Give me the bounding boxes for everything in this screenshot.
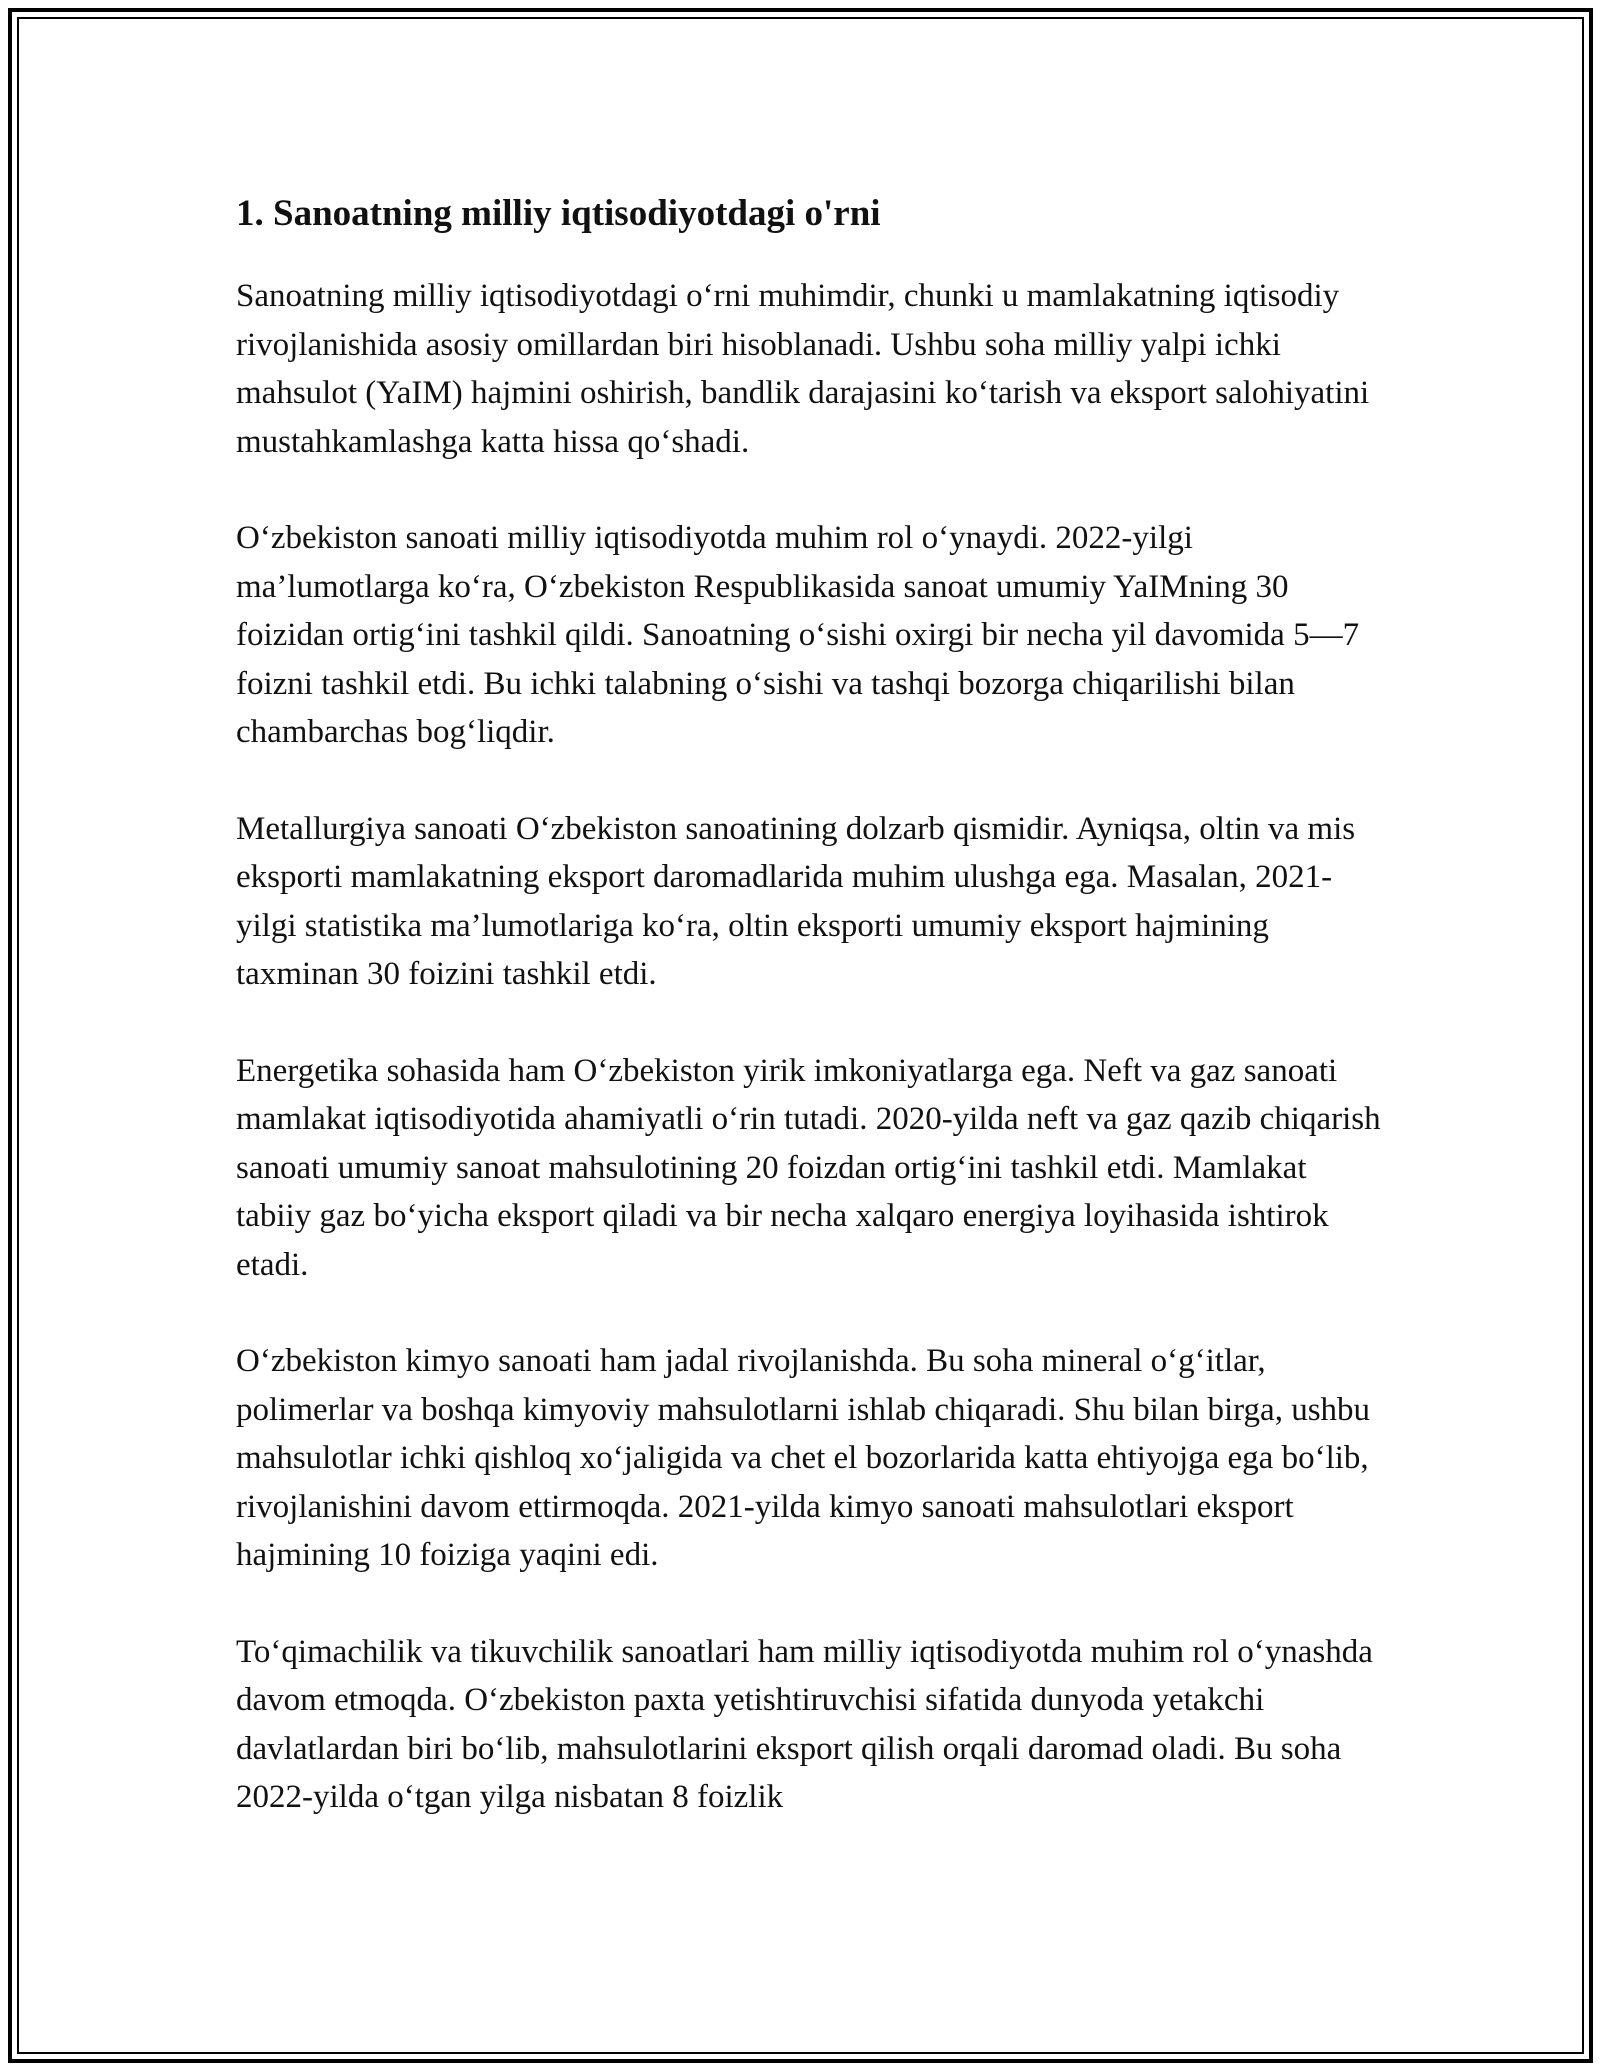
paragraph-textile: To‘qimachilik va tikuvchilik sanoatlari ham milliy iqtisodiyotda muhim rol o‘ynashda davom etmoqda. O‘zbekiston paxta yetishtiruvchisi sifatida dunyoda yetakchi davlatlardan biri bo‘lib, mahsulotlarini eksport qilish orqali daromad oladi. Bu soha 2022-yilda o‘tgan yilga nisbatan 8 foizlik: [236, 1633, 1373, 1815]
paragraph-industry-gdp: O‘zbekiston sanoati milliy iqtisodiyotda muhim rol o‘ynaydi. 2022-yilgi ma’lumotlarga ko‘ra, O‘zbekiston Respublikasida sanoat umumiy YaIMning 30 foizidan ortig‘ini tashkil qildi. Sanoatning o‘sishi oxirgi bir necha yil davomida 5—7 foizni tashkil etdi. Bu ichki talabning o‘sishi va tashqi bozorga chiqarilishi bilan chambarchas bog‘liqdir.: [236, 520, 1360, 750]
paragraph-metallurgy: Metallurgiya sanoati O‘zbekiston sanoatining dolzarb qismidir. Ayniqsa, oltin va mis eksporti mamlakatning eksport daromadlarida muhim ulushga ega. Masalan, 2021-yilgi statistika ma’lumotlariga ko‘ra, oltin eksporti umumiy eksport hajmining taxminan 30 foizini tashkil etdi.: [236, 810, 1356, 992]
paragraph-intro: Sanoatning milliy iqtisodiyotdagi o‘rni muhimdir, chunki u mamlakatning iqtisodiy rivojlanishida asosiy omillardan biri hisoblanadi. Ushbu soha milliy yalpi ichki mahsulot (YaIM) hajmini oshirish, bandlik darajasini ko‘tarish va eksport salohiyatini mustahkamlashga katta hissa qo‘shadi.: [236, 278, 1370, 460]
document-body: [236, 184, 1386, 1870]
section-heading: 1. Sanoatning milliy iqtisodiyotdagi o'rni: [236, 193, 881, 234]
paragraph-energy: Energetika sohasida ham O‘zbekiston yirik imkoniyatlarga ega. Neft va gaz sanoati mamlakat iqtisodiyotida ahamiyatli o‘rin tutadi. 2020-yilda neft va gaz qazib chiqarish sanoati umumiy sanoat mahsulotining 20 foizdan ortig‘ini tashkil etdi. Mamlakat tabiiy gaz bo‘yicha eksport qiladi va bir necha xalqaro energiya loyihasida ishtirok etadi.: [236, 1052, 1381, 1283]
paragraph-chemical: O‘zbekiston kimyo sanoati ham jadal rivojlanishda. Bu soha mineral o‘g‘itlar, polimerlar va boshqa kimyoviy mahsulotlarni ishlab chiqaradi. Shu bilan birga, ushbu mahsulotlar ichki qishloq xo‘jaligida va chet el bozorlarida katta ehtiyojga ega bo‘lib, rivojlanishini davom ettirmoqda. 2021-yilda kimyo sanoati mahsulotlari eksport hajmining 10 foiziga yaqini edi.: [236, 1343, 1371, 1573]
